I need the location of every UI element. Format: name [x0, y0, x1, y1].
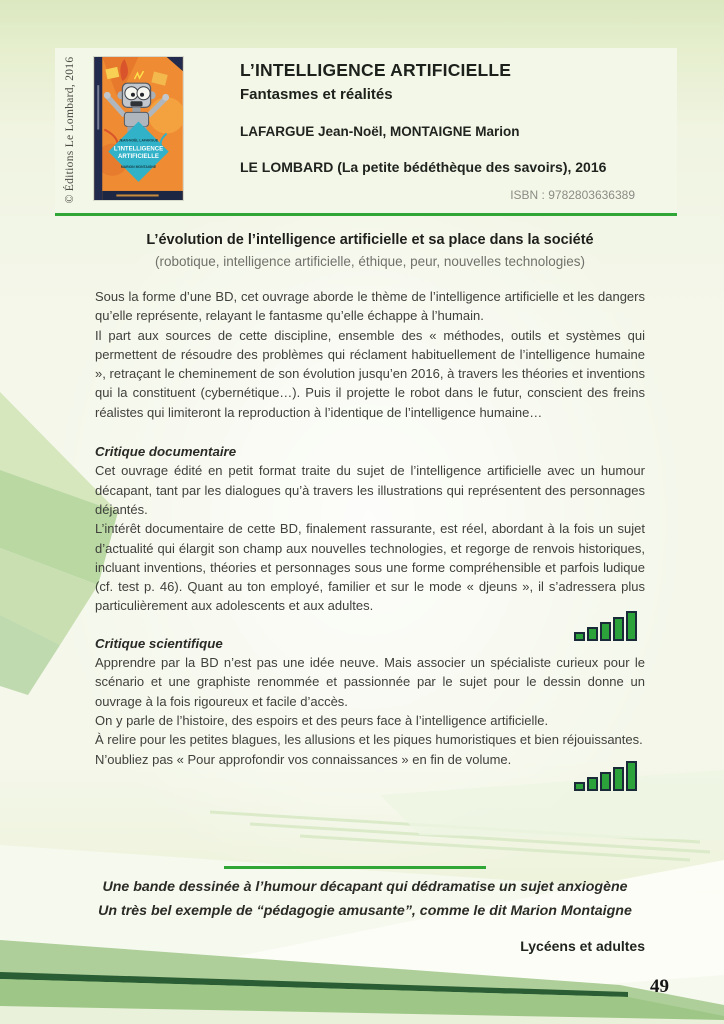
- cover-title-line2: ARTIFICIELLE: [118, 154, 159, 161]
- summary-keywords: (robotique, intelligence artificielle, éthique, peur, nouvelles technologies): [154, 254, 586, 269]
- critique-documentaire-paragraph-1: Cet ouvrage édité en petit format traite du sujet de l’intelligence artificielle avec un humour décapant, tant par les dialogues qu’à travers les illustrations qui représentent des personnages déjantés.: [95, 463, 645, 517]
- book-title: L’INTELLIGENCE ARTIFICIELLE: [240, 60, 512, 80]
- cover-title-line1: L’INTELLIGENCE: [113, 146, 164, 153]
- book-authors: LAFARGUE Jean-Noël, MONTAIGNE Marion: [240, 124, 520, 139]
- book-isbn: ISBN : 9782803636389: [510, 188, 635, 202]
- critique-scientifique-paragraph-3: À relire pour les petites blagues, les allusions et les piques humoristiques et bien réjouissantes.: [95, 732, 643, 748]
- book-publisher: LE LOMBARD (La petite bédéthèque des savoirs), 2016: [240, 159, 607, 175]
- cover-copyright-credit: © Éditions Le Lombard, 2016: [64, 56, 76, 204]
- book-cover-thumbnail: [94, 57, 183, 200]
- summary-paragraph-1: Sous la forme d’une BD, cet ouvrage aborde le thème de l’intelligence artificielle et les dangers qu’elle représente, relayant le fantasme qu’elle échappe à l’humain.: [95, 289, 645, 324]
- critique-documentaire-paragraph-2: L’intérêt documentaire de cette BD, finalement rassurante, est réel, abordant à la fois un sujet d’actualité qui élargit son champ aux nouvelles technologies, et regorge de renvois historiques, incluant inventions, théories et personnages sous une forme compréhensible et parfois ludique (cf. test p. 46). Quant au ton employé, familier et sur le mode « djeuns », il s’adressera plus particulièrement aux adolescents et aux adultes.: [95, 521, 645, 614]
- rating-bars-documentaire-icon: [574, 611, 637, 641]
- critique-scientifique-paragraph-2: On y parle de l’histoire, des espoirs et des peurs face à l’intelligence artificielle.: [95, 712, 549, 728]
- footer-divider: [224, 866, 486, 869]
- cover-author-bottom: MARION MONTAIGNE: [120, 164, 157, 169]
- review-body: [95, 231, 645, 769]
- critique-documentaire-heading: Critique documentaire: [95, 444, 237, 460]
- rating-bars-scientifique-icon: [574, 761, 637, 791]
- footer-quote-2: Un très bel exemple de “pédagogie amusante”, comme le dit Marion Montaigne: [98, 903, 632, 919]
- summary-title: L’évolution de l’intelligence artificielle et sa place dans la société: [146, 232, 594, 248]
- book-subtitle: Fantasmes et réalités: [240, 86, 393, 103]
- book-metadata: [240, 60, 640, 202]
- footer-quote-1: Une bande dessinée à l’humour décapant qui dédramatise un sujet anxiogène: [102, 879, 628, 895]
- cover-author-top: JEAN-NOËL LAFARGUE: [118, 138, 159, 143]
- summary-paragraph-2: Il part aux sources de cette discipline, ensemble des « méthodes, outils et systèmes qui permettent de résoudre des problèmes qui réclament habituellement de l’intelligence humaine », retraçant le cheminement de son évolution jusqu’en 2016, à travers les théories et inventions qui la constituent (cybernétique…). Puis il projette le robot dans le futur, conscient des freins réalistes qui limiteront la reproduction à l’identique de l’intelligence humaine…: [95, 327, 645, 420]
- critique-scientifique-paragraph-4: N’oubliez pas « Pour approfondir vos connaissances » en fin de volume.: [95, 751, 512, 767]
- page-number: 49: [650, 976, 669, 997]
- critique-scientifique-paragraph-1: Apprendre par la BD n’est pas une idée neuve. Mais associer un spécialiste curieux pour le scénario et une graphiste renommée et passionnée par le sujet pour le dessin donne un ouvrage à la fois rigoureux et facile d’accès.: [95, 655, 645, 709]
- critique-scientifique-heading: Critique scientifique: [95, 635, 223, 651]
- audience-level: Lycéens et adultes: [520, 938, 645, 954]
